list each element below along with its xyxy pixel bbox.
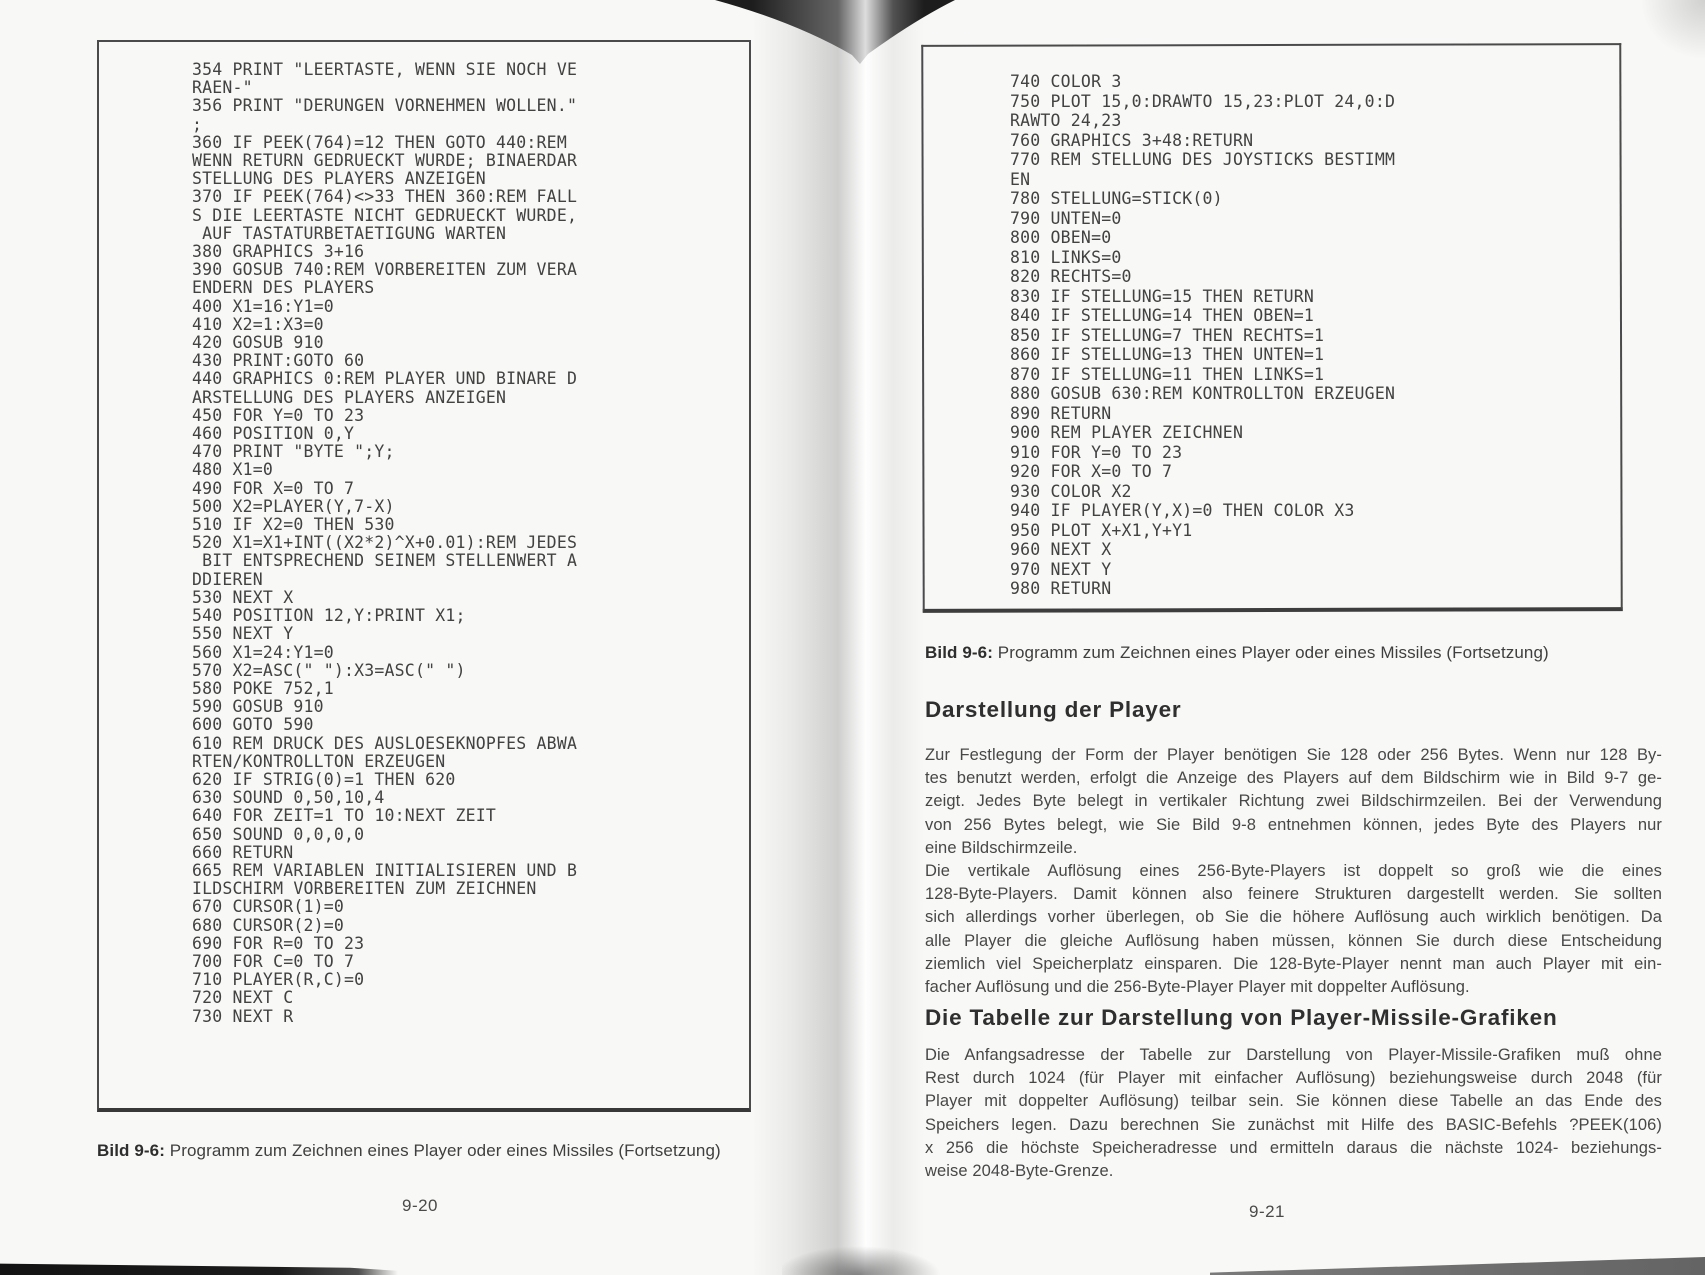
text-line: 840 IF STELLUNG=14 THEN OBEN=1	[1010, 306, 1315, 325]
text-line: 830 IF STELLUNG=15 THEN RETURN	[1010, 286, 1315, 306]
left-figure-caption	[97, 1141, 721, 1161]
body-paragraph-1	[925, 744, 1662, 860]
left-figure-caption-label: Bild 9-6:	[97, 1141, 165, 1160]
text-line: 550 NEXT Y	[192, 624, 294, 644]
text-line: 910 FOR Y=0 TO 23	[1010, 442, 1183, 462]
text-line: 710 PLAYER(R,C)=0	[192, 970, 365, 990]
text-line: Rest durch 1024 (für Player mit einfacher Auflösung) beziehungsweise durch 2048 (für	[925, 1069, 1662, 1088]
text-line: 450 FOR Y=0 TO 23	[192, 405, 365, 425]
text-line: 600 GOTO 590	[192, 715, 314, 735]
book-edge-bottom-right	[1210, 1255, 1705, 1275]
text-line: eine Bildschirmzeile.	[925, 838, 1078, 857]
text-line: 470 PRINT "BYTE ";Y;	[192, 442, 395, 462]
text-line: 420 GOSUB 910	[192, 333, 324, 353]
text-line: 610 REM DRUCK DES AUSLOESEKNOPFES ABWA	[192, 733, 578, 753]
text-line: 370 IF PEEK(764)<>33 THEN 360:REM FALL	[192, 187, 578, 207]
text-line: WENN RETURN GEDRUECKT WURDE; BINAERDAR	[192, 151, 578, 171]
text-line: 500 X2=PLAYER(Y,7-X)	[192, 496, 395, 516]
text-line: von 256 Bytes belegt, wie Sie Bild 9-8 entnehmen können, jedes Byte des Players nur	[925, 815, 1662, 834]
text-line: Die vertikale Auflösung eines 256-Byte-Players ist doppelt so groß wie die eines	[925, 862, 1662, 880]
text-line: DDIEREN	[192, 569, 263, 589]
left-page-number: 9-20	[401, 1196, 439, 1215]
text-line: 940 IF PLAYER(Y,X)=0 THEN COLOR X3	[1010, 501, 1355, 520]
text-line: EN	[1010, 169, 1031, 189]
text-line: AUF TASTATURBETAETIGUNG WARTEN	[192, 223, 507, 243]
text-line: 354 PRINT "LEERTASTE, WENN SIE NOCH VE	[192, 60, 578, 79]
text-line: sich allerdings vorher überlegen, ob Sie die höhere Auflösung auch wirklich benötigen. Da	[925, 908, 1662, 927]
text-line: 640 FOR ZEIT=1 TO 10:NEXT ZEIT	[192, 806, 497, 826]
text-line: ;	[192, 114, 203, 134]
text-line: 690 FOR R=0 TO 23	[192, 933, 365, 953]
body-paragraph-2	[925, 860, 1662, 999]
text-line: 410 X2=1:X3=0	[192, 314, 324, 334]
text-line: 128-Byte-Players. Damit können also feinere Strukturen dargestellt werden. Sie sollten	[925, 885, 1662, 904]
right-figure-caption	[925, 643, 1549, 663]
text-line: 650 SOUND 0,0,0,0	[192, 824, 365, 844]
text-line: Speichers legen. Dazu berechnen Sie zunächst mit Hilfe des BASIC-Befehls ?PEEK(106)	[925, 1115, 1662, 1134]
text-line: 530 NEXT X	[192, 587, 294, 607]
text-line: zeigt. Jedes Byte belegt in vertikaler Richtung zwei Bildschirmzeilen. Bei der Verwendung	[925, 792, 1662, 811]
text-line: 700 FOR C=0 TO 7	[192, 951, 355, 971]
text-line: 860 IF STELLUNG=13 THEN UNTEN=1	[1010, 345, 1325, 364]
section-heading-darstellung: Darstellung der Player	[925, 697, 1182, 722]
text-line: ENDERN DES PLAYERS	[192, 278, 375, 298]
text-line: 900 REM PLAYER ZEICHNEN	[1010, 423, 1244, 442]
text-line: 510 IF X2=0 THEN 530	[192, 515, 395, 535]
text-line: 740 COLOR 3	[1010, 72, 1122, 91]
text-line: alle Player die gleiche Auflösung haben müssen, können Sie durch diese Entscheidung	[925, 931, 1662, 950]
text-line: 820 RECHTS=0	[1010, 267, 1132, 286]
text-line: ARSTELLUNG DES PLAYERS ANZEIGEN	[192, 387, 507, 407]
text-line: RAWTO 24,23	[1010, 111, 1122, 130]
text-line: 380 GRAPHICS 3+16	[192, 242, 365, 262]
text-line: 870 IF STELLUNG=11 THEN LINKS=1	[1010, 364, 1325, 384]
right-figure-caption-text: Programm zum Zeichnen eines Player oder eines Missiles (Fortsetzung)	[992, 643, 1549, 662]
text-line: 800 OBEN=0	[1010, 228, 1112, 247]
book-gutter-shading	[752, 0, 924, 1275]
text-line: 580 POKE 752,1	[192, 678, 334, 698]
text-line: 720 NEXT C	[192, 988, 294, 1008]
text-line: 360 IF PEEK(764)=12 THEN GOTO 440:REM	[192, 132, 567, 152]
section-heading-tabelle: Die Tabelle zur Darstellung von Player-Missile-Grafiken	[925, 1005, 1558, 1030]
text-line: ziemlich viel Speicherplatz einsparen. Die 128-Byte-Player nennt man auch Player mit ein-	[925, 954, 1662, 973]
text-line: 850 IF STELLUNG=7 THEN RECHTS=1	[1010, 325, 1325, 345]
scan-corner-smudge	[1640, 0, 1705, 60]
text-line: 770 REM STELLUNG DES JOYSTICKS BESTIMM	[1010, 150, 1396, 169]
text-line: 970 NEXT Y	[1010, 559, 1112, 579]
text-line: S DIE LEERTASTE NICHT GEDRUECKT WURDE,	[192, 205, 578, 225]
text-line: facher Auflösung und die 256-Byte-Player Player mit doppelter Auflösung.	[925, 978, 1470, 997]
text-line: 665 REM VARIABLEN INITIALISIEREN UND B	[192, 860, 578, 880]
text-line: 930 COLOR X2	[1010, 481, 1132, 501]
text-line: 980 RETURN	[1010, 579, 1112, 598]
text-line: 560 X1=24:Y1=0	[192, 642, 334, 662]
text-line: 520 X1=X1+INT((X2*2)^X+0.01):REM JEDES	[192, 533, 578, 553]
text-line: 400 X1=16:Y1=0	[192, 296, 334, 316]
text-line: 390 GOSUB 740:REM VORBEREITEN ZUM VERA	[192, 260, 578, 280]
left-figure-caption-text: Programm zum Zeichnen eines Player oder eines Missiles (Fortsetzung)	[164, 1141, 721, 1160]
text-line: 950 PLOT X+X1,Y+Y1	[1010, 520, 1193, 540]
text-line: 430 PRINT:GOTO 60	[192, 351, 365, 371]
text-line: 960 NEXT X	[1010, 540, 1112, 559]
book-edge-bottom-left	[0, 1263, 398, 1275]
text-line: 730 NEXT R	[192, 1006, 294, 1026]
text-line: 440 GRAPHICS 0:REM PLAYER UND BINARE D	[192, 369, 578, 389]
text-line: 480 X1=0	[192, 460, 274, 480]
text-line: 810 LINKS=0	[1010, 247, 1122, 267]
text-line: 540 POSITION 12,Y:PRINT X1;	[192, 606, 466, 626]
text-line: 570 X2=ASC(" "):X3=ASC(" ")	[192, 660, 466, 680]
text-line: 750 PLOT 15,0:DRAWTO 15,23:PLOT 24,0:D	[1010, 91, 1396, 111]
text-line: weise 2048-Byte-Grenze.	[925, 1162, 1114, 1181]
right-figure-caption-label: Bild 9-6:	[925, 643, 993, 662]
text-line: RAEN-"	[192, 78, 253, 98]
right-page-number: 9-21	[1248, 1202, 1286, 1221]
text-line: 490 FOR X=0 TO 7	[192, 478, 355, 498]
text-line: Player mit doppelter Auflösung) teilbar sein. Sie können diese Tabelle an das Ende des	[925, 1092, 1662, 1111]
text-line: 680 CURSOR(2)=0	[192, 915, 345, 935]
text-line: tes benutzt werden, erfolgt die Anzeige des Players auf dem Bildschirm wie in Bild 9-7 ge-	[925, 769, 1662, 788]
text-line: Zur Festlegung der Form der Player benötigen Sie 128 oder 256 Bytes. Wenn nur 128 By-	[925, 746, 1662, 764]
text-line: BIT ENTSPRECHEND SEINEM STELLENWERT A	[192, 551, 578, 571]
text-line: 590 GOSUB 910	[192, 697, 324, 717]
book-gutter-bottom-shadow	[782, 1242, 952, 1275]
body-paragraph-3	[925, 1044, 1662, 1183]
right-code-listing	[1010, 72, 1395, 599]
text-line: 890 RETURN	[1010, 403, 1112, 423]
text-line: ILDSCHIRM VORBEREITEN ZUM ZEICHNEN	[192, 879, 537, 899]
text-line: 670 CURSOR(1)=0	[192, 897, 345, 917]
text-line: 356 PRINT "DERUNGEN VORNEHMEN WOLLEN."	[192, 96, 578, 116]
text-line: 790 UNTEN=0	[1010, 208, 1122, 228]
text-line: 460 POSITION 0,Y	[192, 424, 355, 444]
text-line: 780 STELLUNG=STICK(0)	[1010, 189, 1223, 208]
text-line: Die Anfangsadresse der Tabelle zur Darstellung von Player-Missile-Grafiken muß ohne	[925, 1046, 1662, 1064]
left-code-listing	[192, 61, 577, 1026]
text-line: 620 IF STRIG(0)=1 THEN 620	[192, 769, 456, 789]
text-line: 760 GRAPHICS 3+48:RETURN	[1010, 130, 1254, 150]
text-line: 920 FOR X=0 TO 7	[1010, 462, 1173, 481]
text-line: STELLUNG DES PLAYERS ANZEIGEN	[192, 169, 486, 189]
text-line: 660 RETURN	[192, 842, 294, 862]
text-line: RTEN/KONTROLLTON ERZEUGEN	[192, 751, 446, 771]
text-line: 630 SOUND 0,50,10,4	[192, 788, 385, 808]
text-line: 880 GOSUB 630:REM KONTROLLTON ERZEUGEN	[1010, 384, 1396, 403]
text-line: x 256 die höchste Speicheradresse und ermitteln daraus die nächste 1024- beziehungs-	[925, 1138, 1662, 1157]
